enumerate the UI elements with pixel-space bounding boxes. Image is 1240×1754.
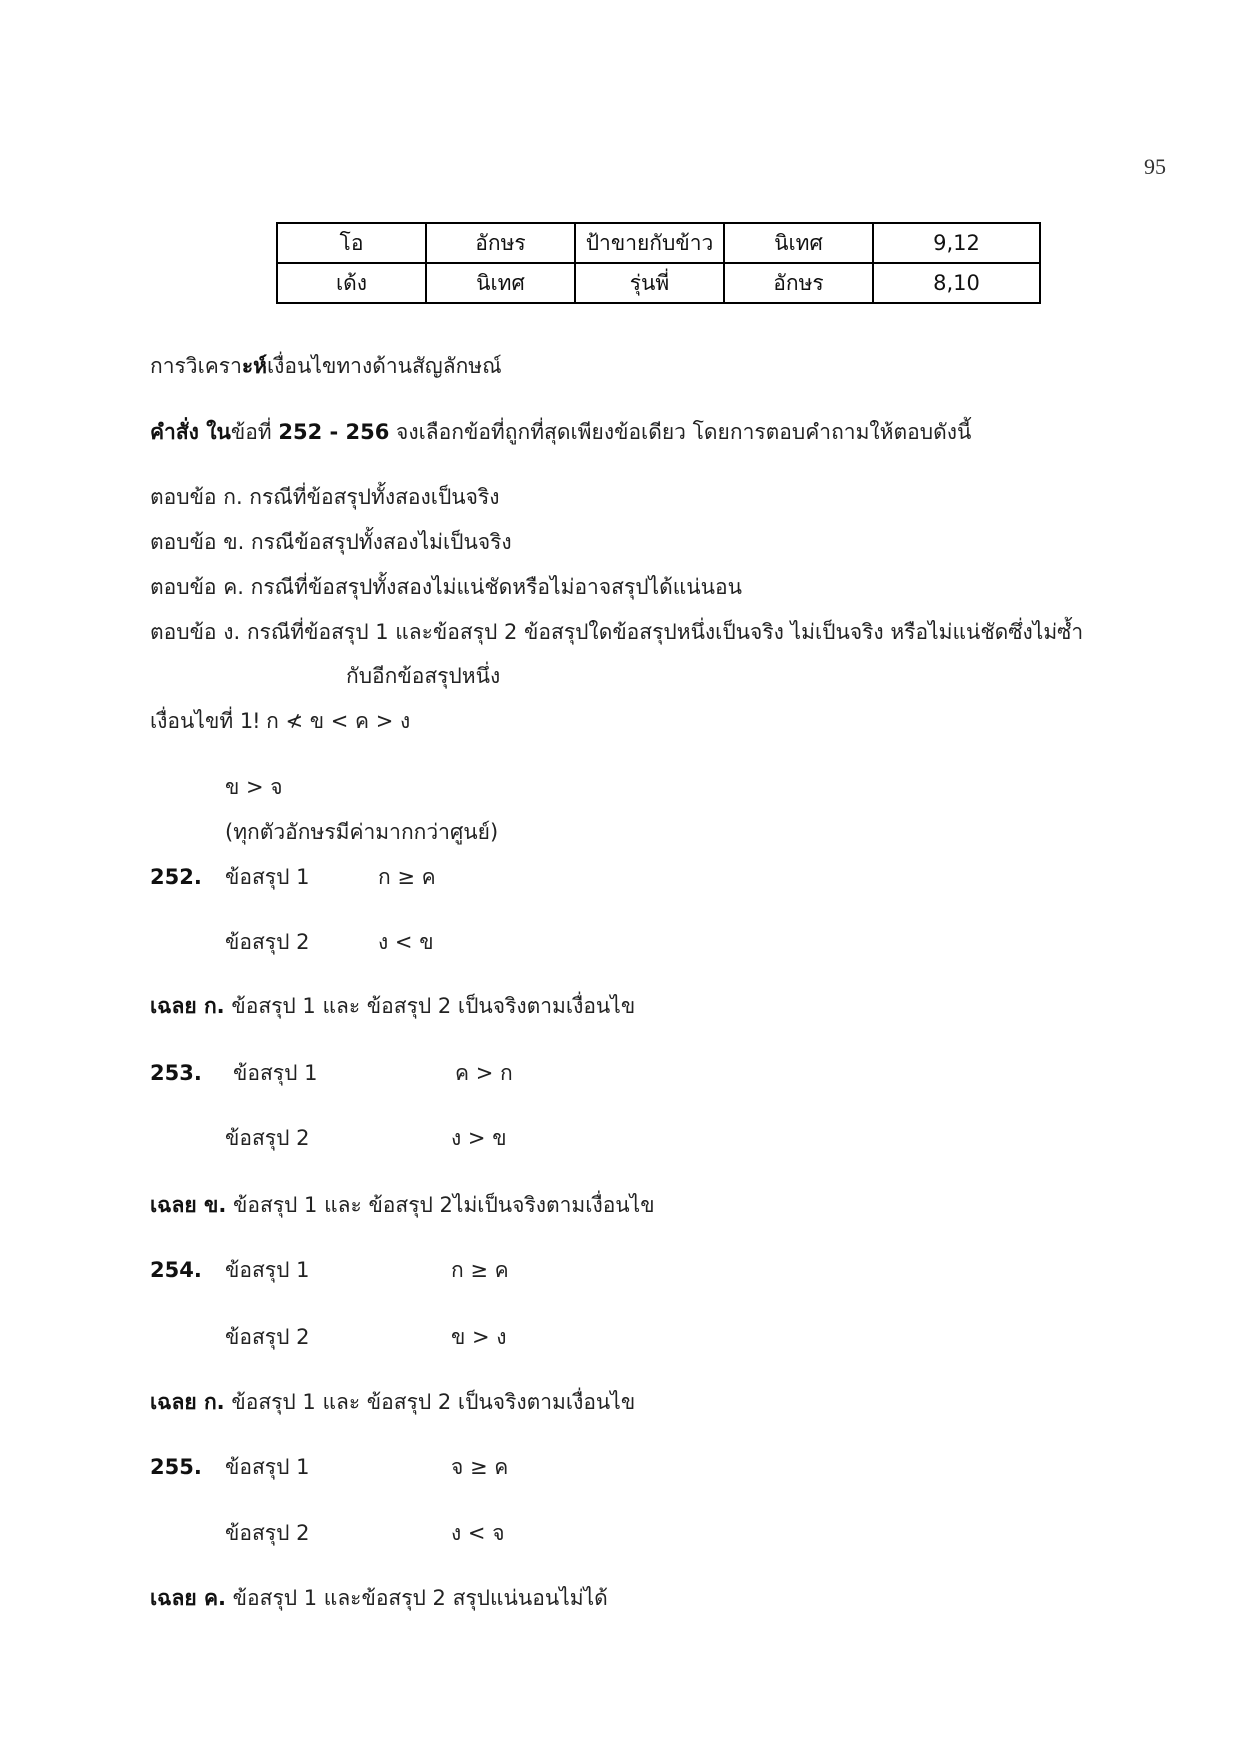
answer-option: ตอบข้อ ง. กรณีที่ข้อสรุป 1 และข้อสรุป 2 ข้อสรุปใดข้อสรุปหนึ่งเป็นจริง ไม่เป็นจริง หรือไม่แน่ชัดซึ่งไม่ซ้ำ [150, 620, 1084, 644]
conclusion-expression: ง < ข [378, 930, 434, 954]
conclusion-expression: ค > ก [455, 1061, 513, 1085]
conclusion-expression: จ ≥ ค [451, 1455, 509, 1479]
conclusion-expression: ง > ข [451, 1126, 507, 1150]
conclusion-label: ข้อสรุป 1 [225, 1455, 310, 1479]
answer-key-label: เฉลย ค. [150, 1586, 226, 1610]
answer-option-continued: กับอีกข้อสรุปหนึ่ง [346, 664, 501, 688]
answer-key-text: ข้อสรุป 1 และ ข้อสรุป 2 เป็นจริงตามเงื่อนไข [224, 994, 636, 1018]
conclusion-expression: ง < จ [451, 1521, 505, 1545]
table-cell: โอ [277, 223, 426, 263]
table-cell: รุ่นพี่ [575, 263, 724, 303]
table-cell: อักษร [724, 263, 873, 303]
conclusion-label: ข้อสรุป 2 [225, 1325, 310, 1349]
condition-note: (ทุกตัวอักษรมีค่ามากกว่าศูนย์) [225, 820, 499, 844]
conclusion-expression: ข > ง [451, 1325, 507, 1349]
condition-line: เงื่อนไขที่ 1ǃ ก ≮ ข < ค > ง [150, 709, 411, 733]
conclusion-expression: ก ≥ ค [378, 865, 436, 889]
instruction-text: ข้อที่ [230, 420, 279, 444]
answer-key [150, 992, 635, 1020]
conclusion-label: ข้อสรุป 2 [225, 930, 310, 954]
section-title-part: การวิเครา [150, 354, 242, 378]
table-cell: นิเทศ [426, 263, 575, 303]
conclusion-label: ข้อสรุป 1 [233, 1061, 318, 1085]
answer-key-label: เฉลย ก. [150, 1390, 225, 1414]
condition-line: ข > จ [225, 775, 283, 799]
table-cell: นิเทศ [724, 223, 873, 263]
section-title [150, 352, 502, 380]
answer-option: ตอบข้อ ก. กรณีที่ข้อสรุปทั้งสองเป็นจริง [150, 485, 500, 509]
answer-key-label: เฉลย ก. [150, 994, 225, 1018]
instruction-range: 252 - 256 [278, 420, 390, 444]
question-number: 254. [150, 1258, 202, 1282]
table-cell: ป้าขายกับข้าว [575, 223, 724, 263]
answer-option: ตอบข้อ ค. กรณีที่ข้อสรุปทั้งสองไม่แน่ชัดหรือไม่อาจสรุปได้แน่นอน [150, 575, 742, 599]
table-cell: 8,10 [873, 263, 1040, 303]
table-cell: เด้ง [277, 263, 426, 303]
conclusion-label: ข้อสรุป 1 [225, 865, 310, 889]
section-title-part: เงื่อนไขทางด้านสัญลักษณ์ [267, 354, 502, 378]
answer-key [150, 1388, 635, 1416]
instruction [150, 418, 971, 446]
answer-key-text: ข้อสรุป 1 และ ข้อสรุป 2 เป็นจริงตามเงื่อนไข [224, 1390, 636, 1414]
table-row [277, 223, 1040, 263]
instruction-label: คำสั่ง ใน [150, 420, 231, 444]
answer-key-text: ข้อสรุป 1 และ ข้อสรุป 2ไม่เป็นจริงตามเงื่อนไข [226, 1193, 655, 1217]
page-number: 95 [1144, 154, 1166, 179]
answer-option: ตอบข้อ ข. กรณีข้อสรุปทั้งสองไม่เป็นจริง [150, 530, 512, 554]
conclusion-label: ข้อสรุป 1 [225, 1258, 310, 1282]
answer-key [150, 1584, 608, 1612]
question-number: 255. [150, 1455, 202, 1479]
question-number: 252. [150, 865, 202, 889]
table-cell: 9,12 [873, 223, 1040, 263]
conclusion-label: ข้อสรุป 2 [225, 1126, 310, 1150]
question-number: 253. [150, 1061, 202, 1085]
section-title-part: ะห์ [241, 354, 267, 378]
answer-key-label: เฉลย ข. [150, 1193, 227, 1217]
conclusion-label: ข้อสรุป 2 [225, 1521, 310, 1545]
table-cell: อักษร [426, 223, 575, 263]
conclusion-expression: ก ≥ ค [451, 1258, 509, 1282]
answer-key-text: ข้อสรุป 1 และข้อสรุป 2 สรุปแน่นอนไม่ได้ [226, 1586, 608, 1610]
answer-key [150, 1191, 655, 1219]
instruction-text: จงเลือกข้อที่ถูกที่สุดเพียงข้อเดียว โดยการตอบคำถามให้ตอบดังนี้ [389, 420, 972, 444]
table-row [277, 263, 1040, 303]
results-table [276, 222, 1041, 304]
